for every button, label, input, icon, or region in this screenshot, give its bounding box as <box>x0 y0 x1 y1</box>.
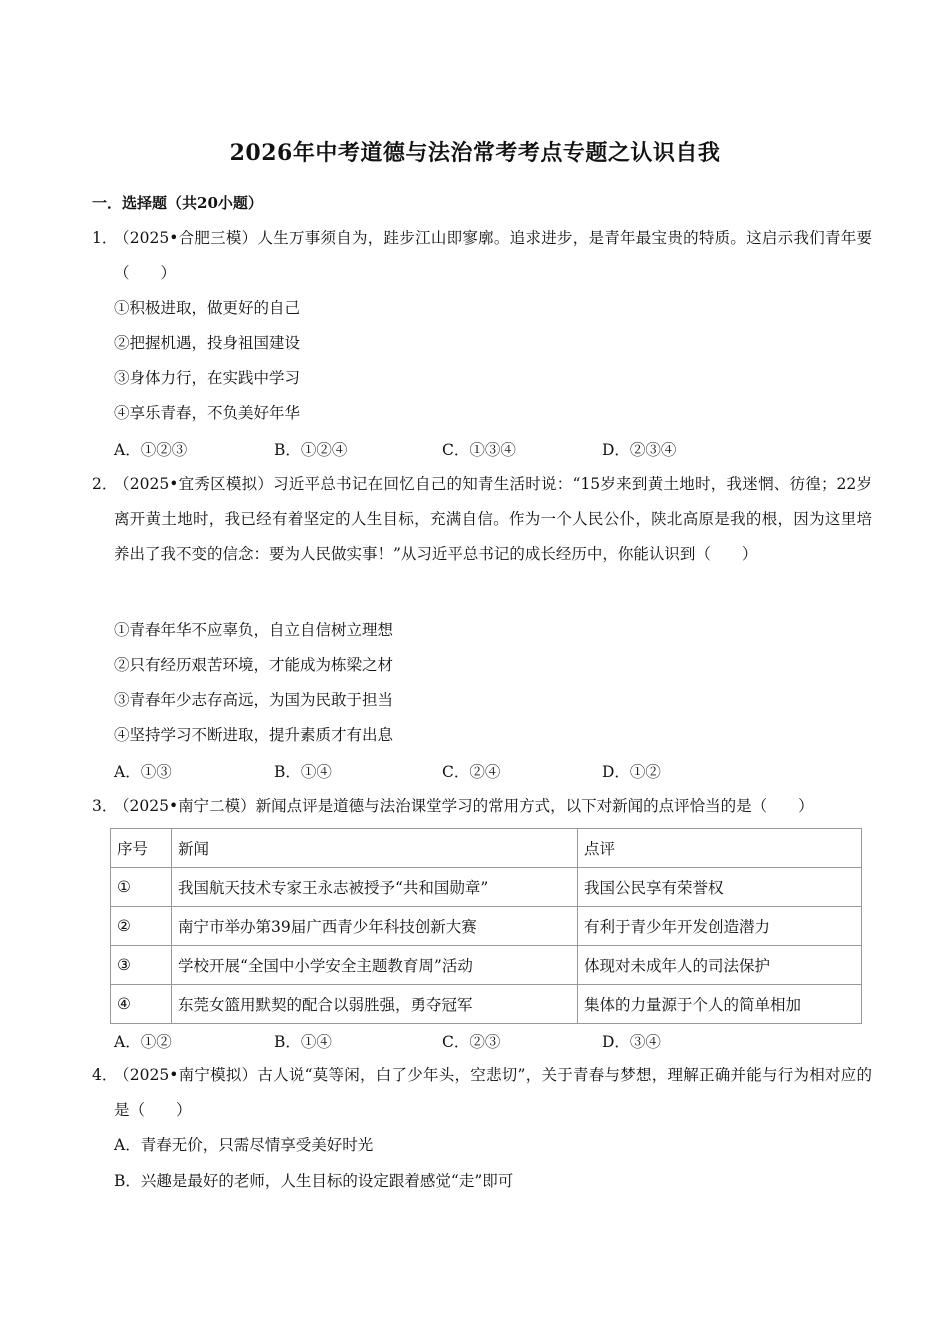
choice-c[interactable]: C．②④ <box>442 763 501 781</box>
table-row <box>111 946 862 985</box>
table-cell: 我国公民享有荣誉权 <box>578 868 862 907</box>
question-stem: （2025•南宁模拟）古人说“莫等闲，白了少年头，空悲切”，关于青春与梦想，理解正确并能与行为相对应的是（ ） <box>114 1066 872 1119</box>
choice-d[interactable]: D．①② <box>602 763 661 781</box>
question-stem: （2025•宜秀区模拟）习近平总书记在回忆自己的知青生活时说：“15岁来到黄土地时，我迷惘、彷徨；22岁离开黄土地时，我已经有着坚定的人生目标，充满自信。作为一个人民公仆，陕北高原是我的根，因为这里培养出了我不变的信念：要为人民做实事！”从习近平总书记的成长经历中，你能认识到（ ） <box>114 475 872 563</box>
table-cell: 南宁市举办第39届广西青少年科技创新大赛 <box>172 907 578 946</box>
question-3 <box>92 789 872 824</box>
table-cell: 体现对未成年人的司法保护 <box>578 946 862 985</box>
statement-option: ①青春年华不应辜负，自立自信树立理想 <box>114 621 394 639</box>
page-title: 2026年中考道德与法治常考考点专题之认识自我 <box>229 140 721 166</box>
question-number: 4． <box>92 1066 118 1084</box>
table-cell: 我国航天技术专家王永志被授予“共和国勋章” <box>172 868 578 907</box>
choice-a[interactable]: A．①② <box>114 1033 172 1051</box>
table-cell: ① <box>111 868 172 907</box>
question-stem: （2025•合肥三模）人生万事须自为，跬步江山即寥廓。追求进步，是青年最宝贵的特质。这启示我们青年要（ ） <box>114 229 872 282</box>
table-row <box>111 868 862 907</box>
statement-option: ④坚持学习不断进取，提升素质才有出息 <box>114 726 394 744</box>
question-2 <box>92 467 872 572</box>
question-1 <box>92 221 872 291</box>
table-cell: 有利于青少年开发创造潜力 <box>578 907 862 946</box>
statement-option: ②只有经历艰苦环境，才能成为栋梁之材 <box>114 656 394 674</box>
question-stem: （2025•南宁二模）新闻点评是道德与法治课堂学习的常用方式，以下对新闻的点评恰当的是（ ） <box>114 797 814 815</box>
section-heading: 一．选择题（共20小题） <box>92 194 263 212</box>
statement-option: ③青春年少志存高远，为国为民敢于担当 <box>114 691 394 709</box>
table-header-cell: 点评 <box>578 829 862 868</box>
choice-b[interactable]: B．①②④ <box>274 441 348 459</box>
question-4 <box>92 1058 872 1128</box>
choice-b[interactable]: B．兴趣是最好的老师，人生目标的设定跟着感觉“走”即可 <box>114 1172 514 1190</box>
table-row <box>111 985 862 1024</box>
choice-b[interactable]: B．①④ <box>274 1033 332 1051</box>
table-row <box>111 907 862 946</box>
choice-b[interactable]: B．①④ <box>274 763 332 781</box>
table-header-cell: 序号 <box>111 829 172 868</box>
statement-option: ①积极进取，做更好的自己 <box>114 299 301 317</box>
table-header-cell: 新闻 <box>172 829 578 868</box>
question-number: 1． <box>92 229 118 247</box>
statement-option: ③身体力行，在实践中学习 <box>114 369 301 387</box>
question-number: 2． <box>92 475 118 493</box>
choice-a[interactable]: A．①③ <box>114 763 172 781</box>
table-header-row <box>111 829 862 868</box>
table-cell: 集体的力量源于个人的简单相加 <box>578 985 862 1024</box>
choice-c[interactable]: C．①③④ <box>442 441 516 459</box>
table-cell: 东莞女篮用默契的配合以弱胜强，勇夺冠军 <box>172 985 578 1024</box>
table-cell: 学校开展“全国中小学安全主题教育周”活动 <box>172 946 578 985</box>
statement-option: ②把握机遇，投身祖国建设 <box>114 334 301 352</box>
choice-d[interactable]: D．③④ <box>602 1033 661 1051</box>
choice-c[interactable]: C．②③ <box>442 1033 501 1051</box>
table-cell: ④ <box>111 985 172 1024</box>
table-cell: ③ <box>111 946 172 985</box>
choice-a[interactable]: A．青春无价，只需尽情享受美好时光 <box>114 1136 374 1154</box>
news-table <box>110 828 862 1024</box>
table-cell: ② <box>111 907 172 946</box>
choice-a[interactable]: A．①②③ <box>114 441 188 459</box>
question-number: 3． <box>92 797 118 815</box>
choice-d[interactable]: D．②③④ <box>602 441 677 459</box>
statement-option: ④享乐青春，不负美好年华 <box>114 404 301 422</box>
